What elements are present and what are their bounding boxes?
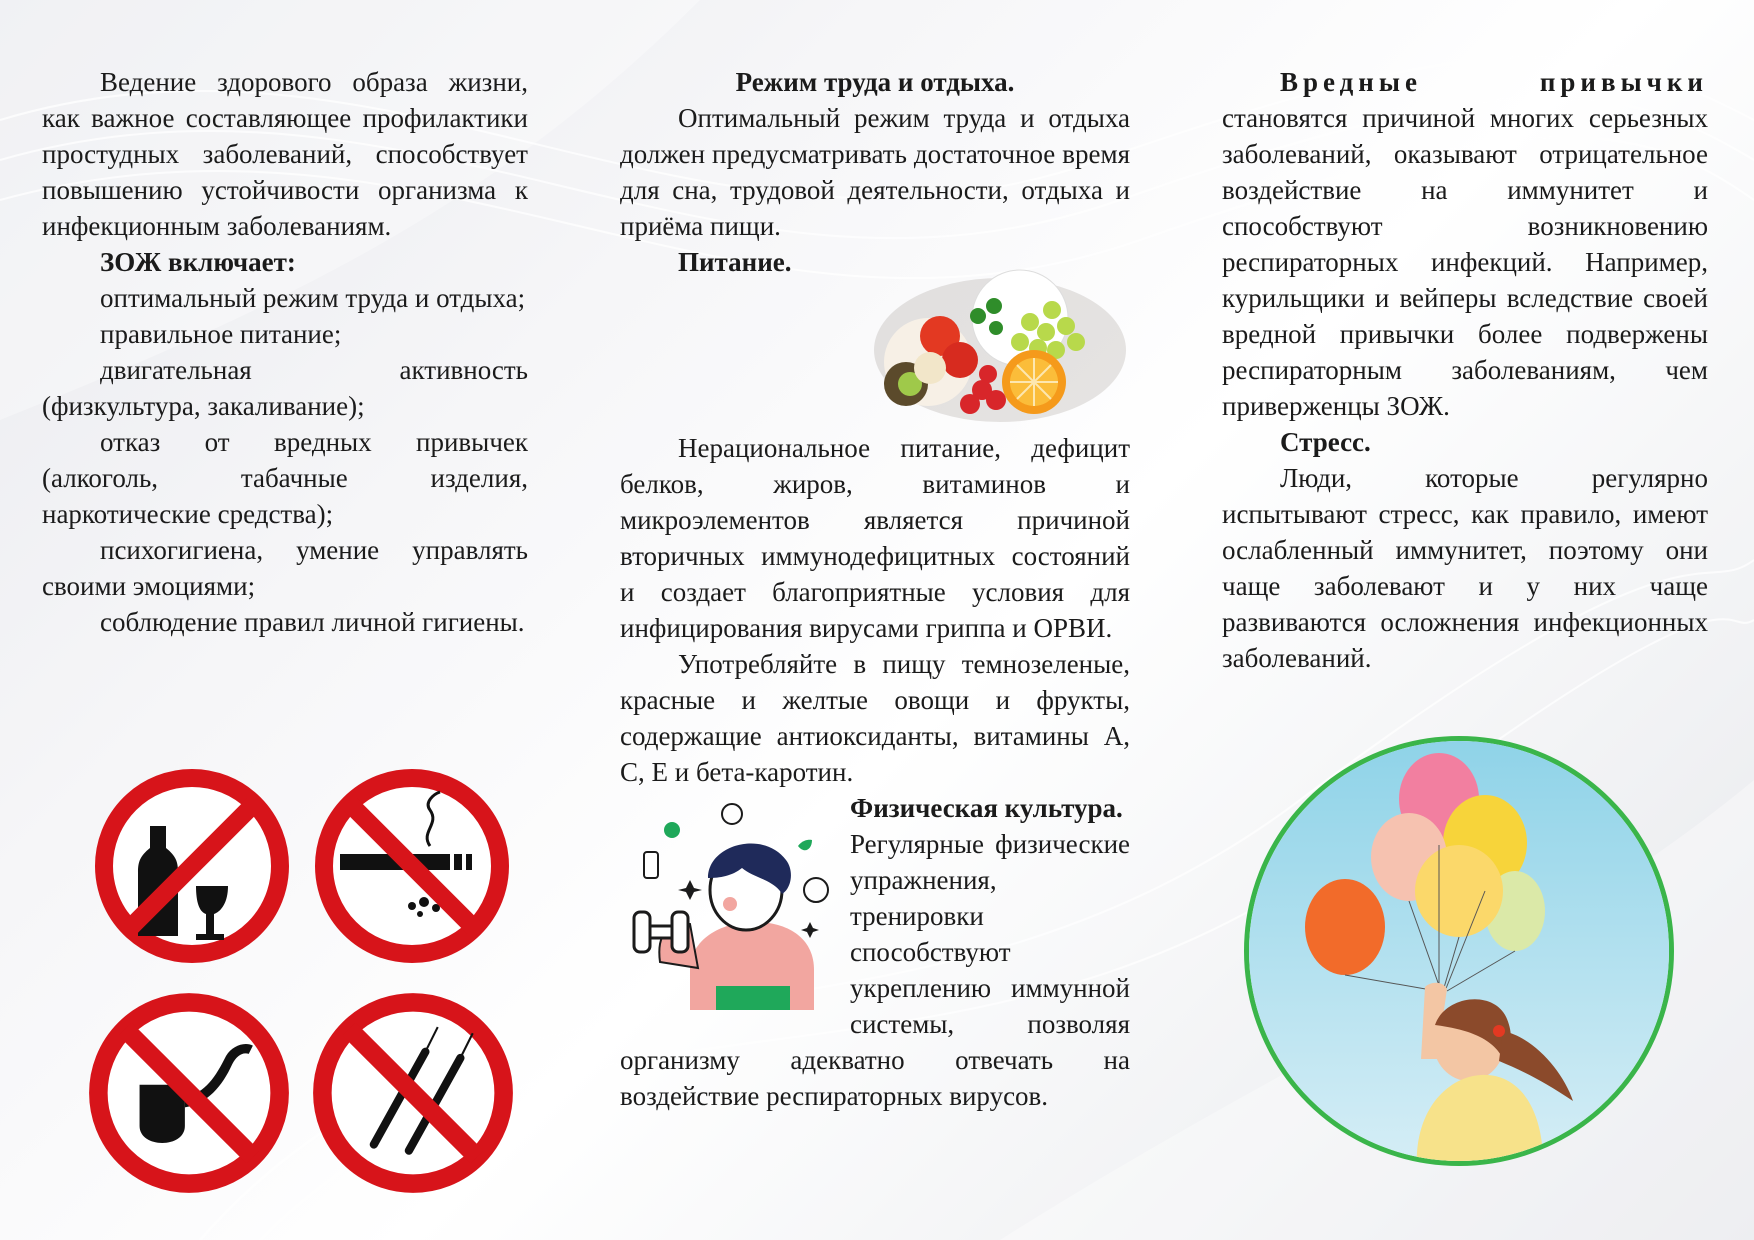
balloons-photo [1244,736,1674,1166]
column-regime [620,64,1130,1114]
column-zozh [42,64,528,640]
food-text: Нерациональное питание, дефицит белков, жиров, витаминов и микроэлементов является причиной вторичных иммунодефицитных состояний и создает благоприятные условия для инфицирования вирусами гриппа и ОРВИ. [620,433,1130,643]
sport-text: Регулярные физические упражнения, тренировки способствуют укреплению иммунной системы, позволяя организму адекватно отвечать на воздействие респираторных вирусов. [620,829,1130,1111]
food-tip: Употребляйте в пищу темнозеленые, красные и желтые овощи и фрукты, содержащие антиоксиданты, витамины А, С, Е и бета-каротин. [620,649,1130,787]
sport-heading: Физическая культура. [850,793,1123,823]
no-pipe-icon [86,990,292,1196]
list-item: психогигиена, умение управлять своими эмоциями; [42,535,528,601]
list-item: оптимальный режим труда и отдыха; [100,283,526,313]
intro-text: Ведение здорового образа жизни, как важное составляющее профилактики простудных заболеваний, способствует повышению устойчивости организма к инфекционным заболеваниям. [42,67,528,241]
habits-text: становятся причиной многих серьезных заболеваний, оказывают отрицательное воздействие на иммунитет и способствуют возникновению респираторных инфекций. Например, курильщики и вейперы вследствие своей вредной привычки более подвержены респираторным заболеваниям, чем приверженцы ЗОЖ. [1222,103,1708,421]
no-drugs-icon [310,990,516,1196]
column-risks [1222,64,1708,676]
food-heading: Питание. [678,247,792,277]
stress-heading: Стресс. [1280,427,1371,457]
fitness-illustration [620,800,840,1010]
no-alcohol-icon [92,766,292,966]
list-item: двигательная активность (физкультура, закаливание); [42,355,528,421]
stress-text: Люди, которые регулярно испытывают стресс, как правило, имеют ослабленный иммунитет, поэтому они чаще заболевают и у них чаще развиваются осложнения инфекционных заболеваний. [1222,463,1708,673]
list-item: правильное питание; [100,319,342,349]
work-heading: Режим труда и отдыха. [735,67,1015,97]
habits-heading: Вредные привычки [1280,67,1708,97]
includes-heading: ЗОЖ включает: [100,247,296,277]
work-text: Оптимальный режим труда и отдыха должен предусматривать достаточное время для сна, трудовой деятельности, отдыха и приёма пищи. [620,103,1130,241]
list-item: соблюдение правил личной гигиены. [100,607,525,637]
fruits-image [870,266,1130,426]
no-smoking-icon [312,766,512,966]
list-item: отказ от вредных привычек (алкоголь, табачные изделия, наркотические средства); [42,427,528,529]
